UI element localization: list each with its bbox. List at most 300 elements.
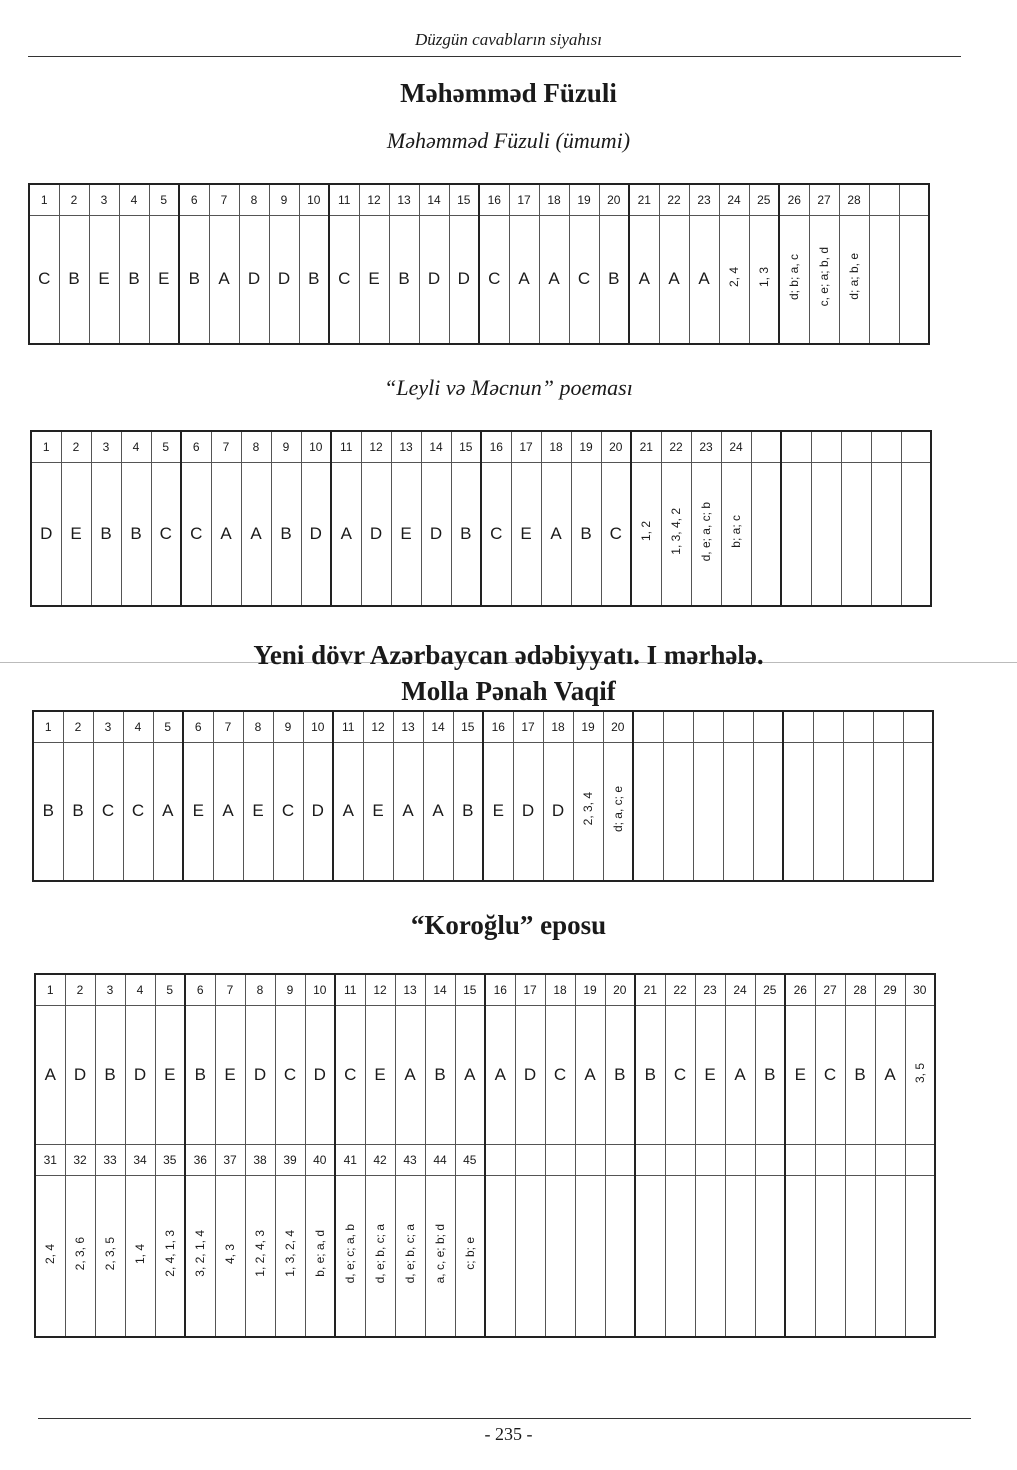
question-number: 42	[365, 1145, 395, 1176]
question-number	[725, 1145, 755, 1176]
answer-cell: D	[543, 743, 573, 881]
question-number: 24	[721, 431, 751, 463]
answer-text-vertical: d, e; c; a, b	[343, 1223, 358, 1284]
answer-cell	[125, 1176, 155, 1337]
answer-cell: D	[65, 1006, 95, 1145]
question-number: 2	[59, 184, 89, 216]
question-number: 16	[483, 711, 513, 743]
answer-cell: C	[93, 743, 123, 881]
answer-cell: B	[425, 1006, 455, 1145]
question-number: 25	[755, 974, 785, 1006]
question-number: 11	[331, 431, 361, 463]
answer-cell	[755, 1176, 785, 1337]
answer-cell: E	[215, 1006, 245, 1145]
question-number: 7	[215, 974, 245, 1006]
answer-cell	[215, 1176, 245, 1337]
question-number: 23	[695, 974, 725, 1006]
question-number: 21	[631, 431, 661, 463]
question-number: 19	[569, 184, 599, 216]
answer-cell: D	[269, 216, 299, 344]
question-number	[575, 1145, 605, 1176]
question-number	[815, 1145, 845, 1176]
question-number: 10	[303, 711, 333, 743]
answer-cell: A	[575, 1006, 605, 1145]
question-number: 29	[875, 974, 905, 1006]
answer-cell	[871, 463, 901, 606]
answer-cell: D	[419, 216, 449, 344]
question-number	[845, 1145, 875, 1176]
question-number: 9	[273, 711, 303, 743]
question-number: 25	[749, 184, 779, 216]
answer-cell: B	[453, 743, 483, 881]
question-number: 32	[65, 1145, 95, 1176]
question-number: 17	[515, 974, 545, 1006]
question-number: 30	[905, 974, 935, 1006]
question-number: 39	[275, 1145, 305, 1176]
question-number: 5	[151, 431, 181, 463]
question-number: 12	[363, 711, 393, 743]
question-number	[901, 431, 931, 463]
answer-cell	[455, 1176, 485, 1337]
question-number: 1	[31, 431, 61, 463]
section-title-koroglu: “Koroğlu” eposu	[410, 910, 607, 940]
question-number: 26	[779, 184, 809, 216]
question-number: 7	[213, 711, 243, 743]
question-number: 40	[305, 1145, 335, 1176]
answer-cell: B	[451, 463, 481, 606]
answer-cell: A	[689, 216, 719, 344]
answer-text-vertical: b, e; a, d	[312, 1230, 327, 1278]
question-number: 15	[451, 431, 481, 463]
question-number: 14	[425, 974, 455, 1006]
answer-cell	[65, 1176, 95, 1337]
answer-cell	[905, 1176, 935, 1337]
answer-text-vertical: 1, 3	[756, 266, 771, 287]
question-number	[485, 1145, 515, 1176]
answer-cell: B	[389, 216, 419, 344]
answer-cell: D	[301, 463, 331, 606]
question-number: 2	[61, 431, 91, 463]
question-number: 10	[299, 184, 329, 216]
answer-cell: B	[59, 216, 89, 344]
question-number	[605, 1145, 635, 1176]
answer-cell	[691, 463, 721, 606]
answer-cell: E	[785, 1006, 815, 1145]
question-number: 27	[809, 184, 839, 216]
question-number	[873, 711, 903, 743]
answer-cell	[905, 1006, 935, 1145]
answer-cell: E	[391, 463, 421, 606]
answer-text-vertical: 2, 3, 6	[73, 1237, 87, 1271]
section-subtitle-leyli-mecnun: “Leyli və Məcnun” poeması	[384, 375, 633, 400]
answer-cell: D	[515, 1006, 545, 1145]
question-number	[751, 431, 781, 463]
answer-cell	[903, 743, 933, 881]
answer-cell	[35, 1176, 65, 1337]
answer-cell	[845, 1176, 875, 1337]
answer-text-vertical: 2, 4	[43, 1243, 58, 1264]
answer-cell: D	[31, 463, 61, 606]
answer-cell: A	[333, 743, 363, 881]
question-number: 24	[725, 974, 755, 1006]
question-number: 31	[35, 1145, 65, 1176]
question-number: 45	[455, 1145, 485, 1176]
answer-cell: B	[119, 216, 149, 344]
question-number: 18	[541, 431, 571, 463]
answer-text-vertical: 1, 2, 4, 3	[253, 1230, 267, 1278]
question-number	[633, 711, 663, 743]
answer-cell	[723, 743, 753, 881]
answer-text-vertical: c; b; e	[462, 1237, 477, 1271]
answer-cell	[873, 743, 903, 881]
answer-cell	[869, 216, 899, 344]
question-number: 3	[95, 974, 125, 1006]
question-number: 22	[661, 431, 691, 463]
question-number: 13	[395, 974, 425, 1006]
header-rule	[28, 56, 961, 57]
answer-cell	[695, 1176, 725, 1337]
answer-cell: C	[123, 743, 153, 881]
answer-cell	[693, 743, 723, 881]
question-number: 3	[89, 184, 119, 216]
answer-text-vertical: 2, 4	[727, 266, 741, 287]
answer-cell: B	[91, 463, 121, 606]
answer-cell	[901, 463, 931, 606]
answer-cell: E	[183, 743, 213, 881]
answer-cell: E	[359, 216, 389, 344]
answer-text-vertical: d, e; b, c; a	[373, 1223, 387, 1284]
answer-cell: B	[635, 1006, 665, 1145]
answer-cell	[395, 1176, 425, 1337]
question-number: 11	[333, 711, 363, 743]
answer-table-fuzuli-general	[28, 183, 930, 345]
answer-cell	[603, 743, 633, 881]
question-number: 34	[125, 1145, 155, 1176]
answer-cell	[751, 463, 781, 606]
answer-cell	[665, 1176, 695, 1337]
question-number	[813, 711, 843, 743]
question-number: 21	[635, 974, 665, 1006]
answer-text-vertical: b; a; c	[729, 514, 743, 548]
question-number: 20	[601, 431, 631, 463]
question-number: 15	[453, 711, 483, 743]
question-number: 4	[121, 431, 151, 463]
question-number	[753, 711, 783, 743]
question-number: 19	[571, 431, 601, 463]
answer-cell	[661, 463, 691, 606]
answer-cell: E	[511, 463, 541, 606]
question-number	[875, 1145, 905, 1176]
answer-cell: D	[305, 1006, 335, 1145]
answer-cell: C	[181, 463, 211, 606]
answer-text-vertical: 2, 4, 1, 3	[162, 1230, 177, 1278]
answer-cell	[875, 1176, 905, 1337]
answer-cell	[365, 1176, 395, 1337]
question-number: 15	[455, 974, 485, 1006]
answer-cell: A	[541, 463, 571, 606]
answer-text-vertical: c, e; a; b, d	[817, 247, 831, 307]
answer-text-vertical: a, c, e; b; d	[433, 1223, 447, 1284]
question-number: 16	[485, 974, 515, 1006]
answer-cell: C	[815, 1006, 845, 1145]
question-number: 11	[335, 974, 365, 1006]
question-number: 12	[359, 184, 389, 216]
question-number: 12	[365, 974, 395, 1006]
answer-text-vertical: d; a; b, e	[847, 253, 861, 301]
footer-rule	[38, 1418, 971, 1419]
answer-text-vertical: d; b; a, c	[787, 253, 802, 300]
question-number: 27	[815, 974, 845, 1006]
answer-cell	[635, 1176, 665, 1337]
question-number: 5	[149, 184, 179, 216]
question-number: 37	[215, 1145, 245, 1176]
answer-table-leyli-mecnun	[30, 430, 932, 607]
answer-cell	[155, 1176, 185, 1337]
answer-cell: E	[365, 1006, 395, 1145]
section-subtitle-fuzuli-general: Məhəmməd Füzuli (ümumi)	[386, 128, 631, 153]
answer-cell	[719, 216, 749, 344]
question-number: 8	[241, 431, 271, 463]
answer-text-vertical: 1, 3, 2, 4	[283, 1230, 297, 1278]
question-number: 9	[275, 974, 305, 1006]
answer-cell	[95, 1176, 125, 1337]
answer-cell: B	[95, 1006, 125, 1145]
question-number: 9	[271, 431, 301, 463]
answer-cell: E	[149, 216, 179, 344]
question-number	[781, 431, 811, 463]
question-number: 1	[35, 974, 65, 1006]
answer-cell	[779, 216, 809, 344]
answer-cell: E	[243, 743, 273, 881]
question-number: 28	[839, 184, 869, 216]
question-number: 8	[245, 974, 275, 1006]
answer-text-vertical: d, e; b, c; a	[403, 1223, 417, 1284]
question-number	[695, 1145, 725, 1176]
question-number	[755, 1145, 785, 1176]
answer-cell: E	[695, 1006, 725, 1145]
answer-cell	[785, 1176, 815, 1337]
answer-cell	[783, 743, 813, 881]
answer-cell: A	[209, 216, 239, 344]
answer-cell: C	[273, 743, 303, 881]
answer-cell	[245, 1176, 275, 1337]
answer-cell: D	[245, 1006, 275, 1145]
answer-cell: C	[481, 463, 511, 606]
answer-cell	[843, 743, 873, 881]
answer-cell	[725, 1176, 755, 1337]
answer-cell: A	[35, 1006, 65, 1145]
answer-cell	[545, 1176, 575, 1337]
question-number: 12	[361, 431, 391, 463]
answer-cell: B	[605, 1006, 635, 1145]
answer-cell: A	[455, 1006, 485, 1145]
question-number: 19	[573, 711, 603, 743]
answer-cell: E	[483, 743, 513, 881]
answer-cell: D	[125, 1006, 155, 1145]
answer-cell	[305, 1176, 335, 1337]
question-number: 15	[449, 184, 479, 216]
answer-cell: A	[725, 1006, 755, 1145]
answer-cell: D	[239, 216, 269, 344]
question-number: 17	[513, 711, 543, 743]
answer-table-vaqif	[32, 710, 934, 882]
answer-cell	[809, 216, 839, 344]
answer-cell	[633, 743, 663, 881]
answer-cell	[749, 216, 779, 344]
question-number: 35	[155, 1145, 185, 1176]
answer-cell: A	[153, 743, 183, 881]
question-number: 24	[719, 184, 749, 216]
question-number: 5	[153, 711, 183, 743]
answer-text-vertical: 1, 3, 4, 2	[669, 507, 683, 555]
question-number: 20	[603, 711, 633, 743]
answer-text-vertical: 3, 2, 1, 4	[193, 1230, 208, 1278]
answer-cell	[899, 216, 929, 344]
answer-cell	[275, 1176, 305, 1337]
question-number: 18	[539, 184, 569, 216]
question-number: 38	[245, 1145, 275, 1176]
question-number: 22	[665, 974, 695, 1006]
answer-cell: B	[121, 463, 151, 606]
answer-text-vertical: 3, 5	[912, 1062, 927, 1083]
question-number: 26	[785, 974, 815, 1006]
question-number	[723, 711, 753, 743]
running-header: Düzgün cavabların siyahısı	[415, 30, 602, 49]
question-number	[663, 711, 693, 743]
answer-cell: D	[513, 743, 543, 881]
answer-cell: E	[61, 463, 91, 606]
question-number: 19	[575, 974, 605, 1006]
question-number: 7	[209, 184, 239, 216]
answer-cell: D	[361, 463, 391, 606]
answer-text-vertical: d, e; a, c; b	[699, 501, 713, 561]
answer-text-vertical: 2, 3, 5	[103, 1237, 117, 1271]
answer-cell: B	[63, 743, 93, 881]
question-number	[635, 1145, 665, 1176]
question-number: 33	[95, 1145, 125, 1176]
section-title-vaqif: Molla Pənah Vaqif	[401, 676, 616, 706]
question-number	[811, 431, 841, 463]
question-number	[693, 711, 723, 743]
answer-cell	[605, 1176, 635, 1337]
answer-cell	[815, 1176, 845, 1337]
question-number: 8	[243, 711, 273, 743]
answer-cell	[335, 1176, 365, 1337]
question-number	[841, 431, 871, 463]
question-number: 7	[211, 431, 241, 463]
answer-text-vertical: d; a, c; e	[610, 785, 625, 832]
answer-cell: C	[601, 463, 631, 606]
answer-text-vertical: 1, 2	[639, 521, 654, 542]
answer-cell: C	[545, 1006, 575, 1145]
question-number	[869, 184, 899, 216]
answer-cell: C	[479, 216, 509, 344]
question-number: 6	[185, 974, 215, 1006]
answer-cell	[485, 1176, 515, 1337]
answer-text-vertical: 1, 4	[133, 1243, 147, 1264]
question-number: 16	[481, 431, 511, 463]
question-number: 44	[425, 1145, 455, 1176]
answer-cell: A	[211, 463, 241, 606]
answer-cell: A	[395, 1006, 425, 1145]
answer-cell: E	[363, 743, 393, 881]
question-number	[515, 1145, 545, 1176]
question-number: 4	[125, 974, 155, 1006]
answer-text-vertical: 4, 3	[223, 1243, 237, 1264]
question-number	[665, 1145, 695, 1176]
question-number: 22	[659, 184, 689, 216]
answer-cell	[721, 463, 751, 606]
answer-cell	[753, 743, 783, 881]
answer-cell	[663, 743, 693, 881]
answer-cell: C	[665, 1006, 695, 1145]
answer-cell: C	[275, 1006, 305, 1145]
section-title-new-period: Yeni dövr Azərbaycan ədəbiyyatı. I mərhələ.	[253, 640, 764, 670]
question-number	[843, 711, 873, 743]
answer-cell: D	[449, 216, 479, 344]
question-number: 14	[419, 184, 449, 216]
answer-cell: B	[599, 216, 629, 344]
question-number: 10	[301, 431, 331, 463]
page-number: - 235 -	[484, 1424, 533, 1444]
answer-cell: A	[539, 216, 569, 344]
answer-cell: C	[335, 1006, 365, 1145]
question-number: 13	[389, 184, 419, 216]
question-number: 18	[543, 711, 573, 743]
answer-cell: B	[845, 1006, 875, 1145]
question-number: 18	[545, 974, 575, 1006]
question-number	[545, 1145, 575, 1176]
question-number	[899, 184, 929, 216]
answer-cell: C	[29, 216, 59, 344]
question-number: 14	[423, 711, 453, 743]
answer-cell: A	[659, 216, 689, 344]
answer-cell: E	[155, 1006, 185, 1145]
question-number: 17	[511, 431, 541, 463]
answer-cell: A	[331, 463, 361, 606]
question-number: 8	[239, 184, 269, 216]
answer-cell	[781, 463, 811, 606]
answer-cell	[811, 463, 841, 606]
question-number: 21	[629, 184, 659, 216]
answer-cell: B	[179, 216, 209, 344]
answer-cell: B	[299, 216, 329, 344]
answer-cell: C	[151, 463, 181, 606]
question-number: 13	[391, 431, 421, 463]
answer-cell	[573, 743, 603, 881]
answer-cell: B	[185, 1006, 215, 1145]
question-number	[905, 1145, 935, 1176]
question-number: 36	[185, 1145, 215, 1176]
question-number: 28	[845, 974, 875, 1006]
question-number: 11	[329, 184, 359, 216]
question-number: 14	[421, 431, 451, 463]
question-number: 17	[509, 184, 539, 216]
answer-cell: B	[271, 463, 301, 606]
section-title-fuzuli: Məhəmməd Füzuli	[400, 78, 617, 108]
question-number: 43	[395, 1145, 425, 1176]
question-number: 16	[479, 184, 509, 216]
answer-cell	[515, 1176, 545, 1337]
question-number: 5	[155, 974, 185, 1006]
question-number: 10	[305, 974, 335, 1006]
answer-table-koroglu	[34, 973, 936, 1338]
question-number: 23	[691, 431, 721, 463]
answer-cell: A	[241, 463, 271, 606]
question-number	[783, 711, 813, 743]
question-number: 20	[605, 974, 635, 1006]
answer-cell	[839, 216, 869, 344]
